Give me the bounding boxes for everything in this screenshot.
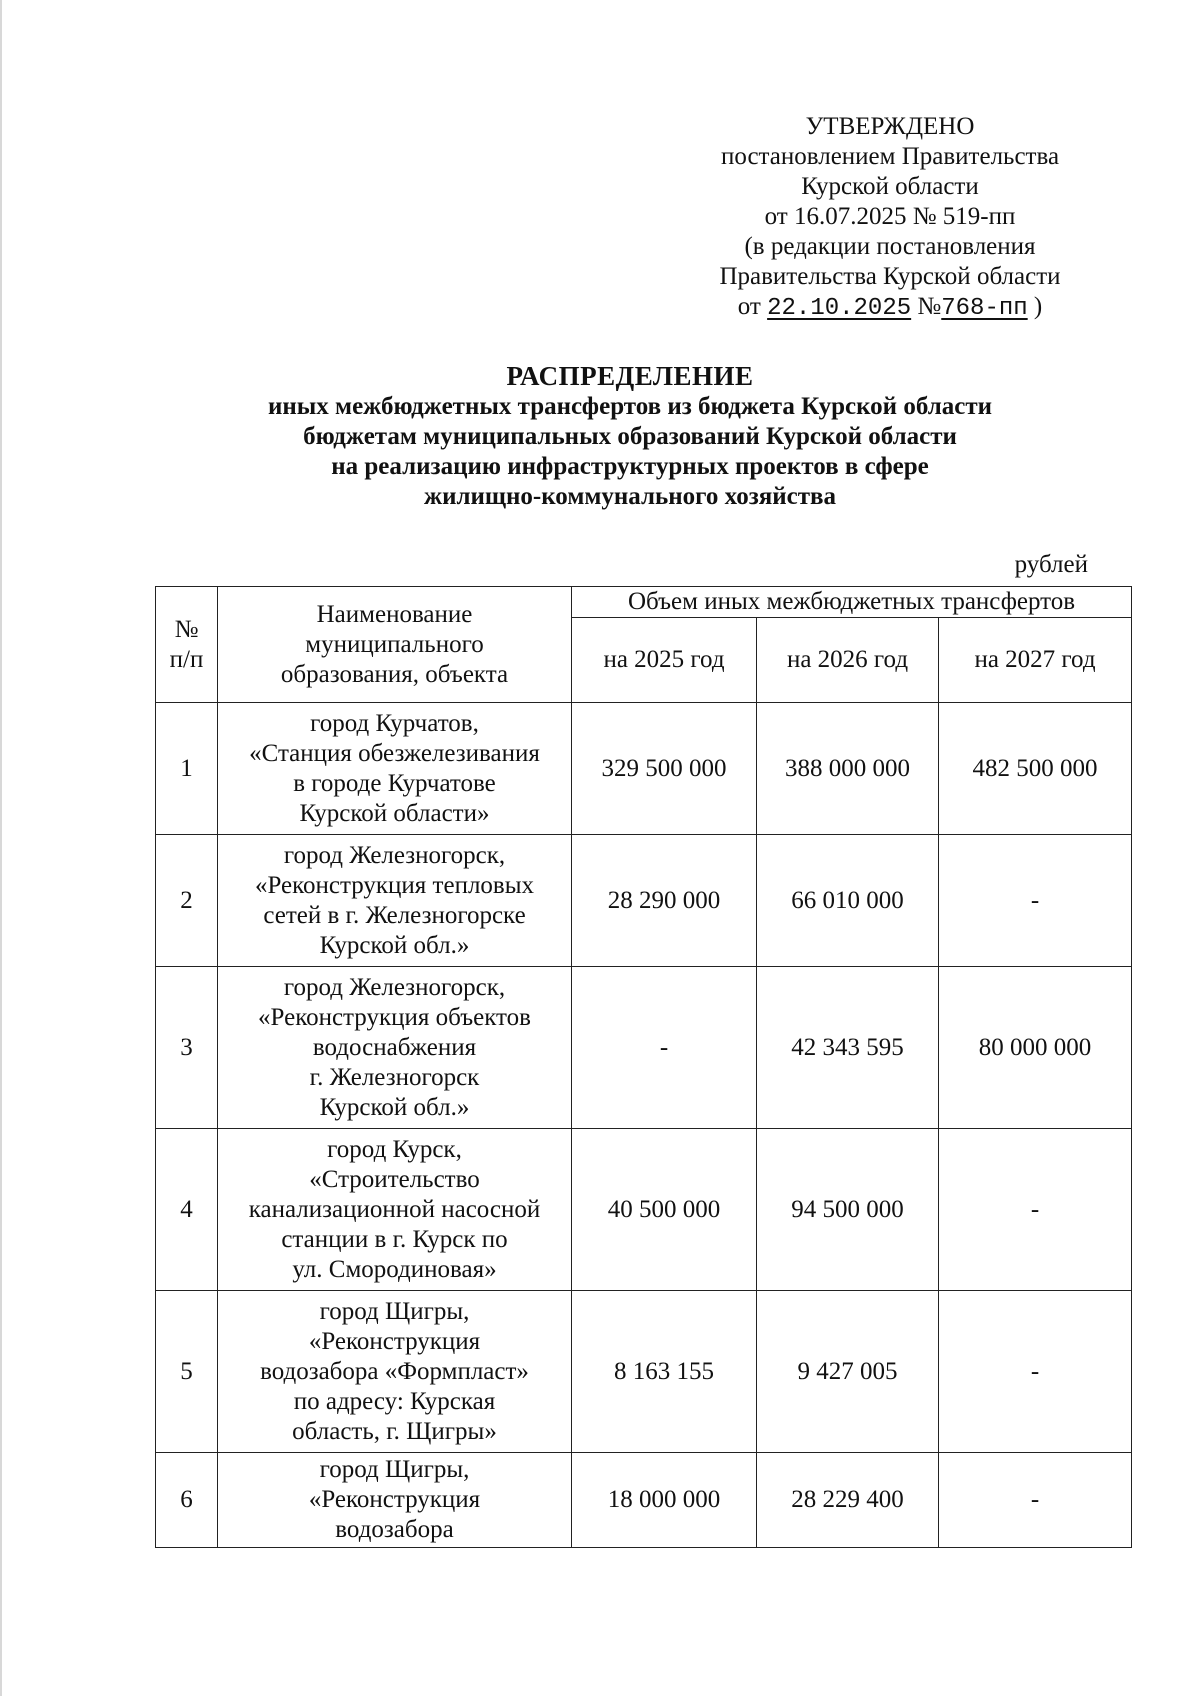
row-number: 3 <box>156 967 218 1129</box>
row-name-line: город Курск, <box>327 1135 462 1163</box>
header-year-2026: на 2026 год <box>757 618 939 703</box>
approval-heading: УТВЕРЖДЕНО <box>805 113 975 140</box>
row-value-2026: 66 010 000 <box>757 835 939 967</box>
row-number: 6 <box>156 1453 218 1548</box>
approval-block <box>690 112 1090 324</box>
row-name-line: в городе Курчатове <box>293 769 496 797</box>
row-value-2027: - <box>939 1129 1132 1291</box>
title-line-1: иных межбюджетных трансфертов из бюджета Курской области <box>267 393 993 420</box>
row-number: 4 <box>156 1129 218 1291</box>
row-name-line: водозабора «Формпласт» <box>260 1357 529 1385</box>
row-value-2025: 18 000 000 <box>572 1453 757 1548</box>
table-row <box>156 967 1132 1129</box>
row-name <box>218 967 572 1129</box>
row-name-line: по адресу: Курская <box>293 1387 496 1415</box>
row-number: 1 <box>156 703 218 835</box>
table-row <box>156 703 1132 835</box>
row-name-line: «Реконструкция тепловых <box>254 871 535 899</box>
row-value-2026: 28 229 400 <box>757 1453 939 1548</box>
approval-line-5: Правительства Курской области <box>719 263 1061 290</box>
row-value-2025: 28 290 000 <box>572 835 757 967</box>
row-value-2026: 388 000 000 <box>757 703 939 835</box>
row-value-2027: 80 000 000 <box>939 967 1132 1129</box>
header-name-line-2: муниципального <box>305 630 484 658</box>
approval-line-3: от 16.07.2025 № 519-пп <box>764 203 1016 230</box>
header-name-line-1: Наименование <box>316 600 473 628</box>
header-number <box>156 587 218 703</box>
row-name-line: Курской обл.» <box>319 1093 470 1121</box>
header-name-line-3: образования, объекта <box>280 660 509 688</box>
row-name <box>218 1291 572 1453</box>
row-name-line: город Курчатов, <box>310 709 479 737</box>
row-name-line: область, г. Щигры» <box>292 1417 497 1445</box>
row-name-line: г. Железногорск <box>309 1063 480 1091</box>
row-name-line: город Железногорск, <box>283 841 506 869</box>
row-name <box>218 835 572 967</box>
row-value-2025: 40 500 000 <box>572 1129 757 1291</box>
row-name-line: «Станция обезжелезивания <box>249 739 540 767</box>
approval-line-4: (в редакции постановления <box>744 233 1036 260</box>
row-number: 5 <box>156 1291 218 1453</box>
title-main: РАСПРЕДЕЛЕНИЕ <box>506 361 754 391</box>
row-name-line: Курской обл.» <box>319 931 470 959</box>
title-line-4: жилищно-коммунального хозяйства <box>423 483 837 510</box>
revision-date: 22.10.2025 <box>767 295 912 322</box>
revision-number-prefix: № <box>911 293 942 320</box>
header-name <box>218 587 572 703</box>
distribution-table <box>155 586 1132 1548</box>
row-value-2027: - <box>939 1291 1132 1453</box>
row-value-2027: - <box>939 835 1132 967</box>
row-name-line: город Щигры, <box>319 1456 470 1483</box>
row-name-line: сетей в г. Железногорске <box>263 901 526 929</box>
approval-line-2: Курской области <box>801 173 979 200</box>
header-year-2025: на 2025 год <box>572 618 757 703</box>
row-name-line: «Реконструкция <box>308 1327 481 1355</box>
row-value-2026: 9 427 005 <box>757 1291 939 1453</box>
header-number-line-2: п/п <box>169 645 204 673</box>
table-row <box>156 1129 1132 1291</box>
units-label: рублей <box>1014 551 1088 578</box>
approval-revision-line <box>690 292 1090 324</box>
header-volume: Объем иных межбюджетных трансфертов <box>572 587 1132 618</box>
row-name-line: ул. Смородиновая» <box>292 1255 497 1283</box>
row-value-2025: 8 163 155 <box>572 1291 757 1453</box>
row-name <box>218 1129 572 1291</box>
table-row <box>156 1453 1132 1548</box>
row-value-2025: 329 500 000 <box>572 703 757 835</box>
table-row <box>156 1291 1132 1453</box>
row-value-2026: 42 343 595 <box>757 967 939 1129</box>
row-name-line: станции в г. Курск по <box>281 1225 508 1253</box>
row-name-line: Курской области» <box>299 799 490 827</box>
table-row <box>156 835 1132 967</box>
row-name-line: город Щигры, <box>319 1297 470 1325</box>
row-name <box>218 1453 572 1548</box>
document-title <box>140 360 1120 512</box>
revision-date-prefix: от <box>737 293 768 320</box>
scan-edge <box>0 0 2 1696</box>
row-name-line: водоснабжения <box>312 1033 477 1061</box>
row-name <box>218 703 572 835</box>
revision-number: 768-пп <box>941 295 1028 322</box>
row-name-line: канализационной насосной <box>248 1195 541 1223</box>
title-line-3: на реализацию инфраструктурных проектов в сфере <box>331 453 929 480</box>
row-name-line: «Строительство <box>309 1165 480 1193</box>
header-year-2027: на 2027 год <box>939 618 1132 703</box>
row-number: 2 <box>156 835 218 967</box>
title-line-2: бюджетам муниципальных образований Курской области <box>303 423 957 450</box>
approval-line-1: постановлением Правительства <box>720 143 1060 170</box>
revision-closing: ) <box>1027 293 1043 320</box>
row-name-line: «Реконструкция объектов <box>258 1003 531 1031</box>
row-value-2027: - <box>939 1453 1132 1548</box>
row-name-line: «Реконструкция <box>308 1486 481 1513</box>
row-value-2026: 94 500 000 <box>757 1129 939 1291</box>
header-number-line-1: № <box>174 615 199 643</box>
row-name-line: водозабора <box>335 1516 454 1543</box>
table-header-row <box>156 587 1132 618</box>
row-value-2027: 482 500 000 <box>939 703 1132 835</box>
row-value-2025: - <box>572 967 757 1129</box>
row-name-line: город Железногорск, <box>283 973 506 1001</box>
